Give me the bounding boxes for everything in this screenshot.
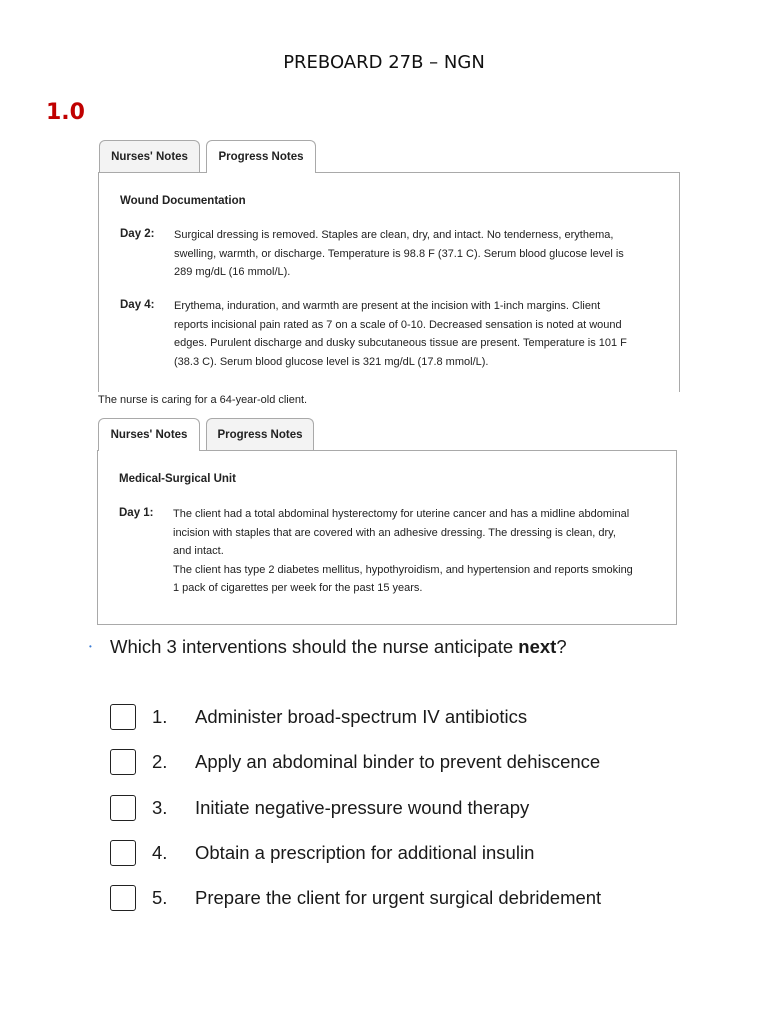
option-label: Obtain a prescription for additional insulin bbox=[195, 842, 535, 863]
option-number: 2. bbox=[152, 751, 168, 772]
option-number: 5. bbox=[152, 887, 168, 908]
entry-line: The client has type 2 diabetes mellitus, hypothyroidism, and hypertension and reports smoking bbox=[173, 563, 633, 576]
option-number: 1. bbox=[152, 706, 168, 727]
option-label: Apply an abdominal binder to prevent dehiscence bbox=[195, 751, 601, 772]
option-number: 3. bbox=[152, 797, 168, 818]
question-prompt bbox=[110, 636, 567, 658]
entry-line: reports incisional pain rated as 7 on a scale of 0-10. Decreased sensation is noted at wound bbox=[174, 318, 622, 331]
entry-line: and intact. bbox=[173, 545, 224, 557]
tab-nurses-notes[interactable]: Nurses' Notes bbox=[98, 418, 200, 451]
option-row-5[interactable] bbox=[110, 885, 670, 915]
tab-progress-notes[interactable]: Progress Notes bbox=[206, 140, 316, 173]
entry-line: 1 pack of cigarettes per week for the past 15 years. bbox=[173, 582, 423, 594]
nurses-notes-panel bbox=[97, 418, 677, 626]
day-label: Day 1: bbox=[119, 507, 154, 519]
nurses-notes-body bbox=[97, 450, 677, 625]
document-title: PREBOARD 27B – NGN bbox=[283, 52, 485, 73]
section-title-medical-surgical-unit: Medical-Surgical Unit bbox=[119, 473, 236, 485]
entry-line: Surgical dressing is removed. Staples are clean, dry, and intact. No tenderness, erythema, bbox=[174, 229, 614, 241]
option-row-3[interactable] bbox=[110, 795, 670, 825]
option-checkbox[interactable] bbox=[110, 704, 136, 730]
prompt-emphasis: next bbox=[518, 636, 557, 657]
question-number: 1.0 bbox=[46, 100, 85, 125]
bullet-dot-icon: • bbox=[89, 642, 92, 651]
option-checkbox[interactable] bbox=[110, 885, 136, 911]
day-label: Day 4: bbox=[120, 299, 155, 311]
tab-progress-notes[interactable]: Progress Notes bbox=[206, 418, 314, 450]
option-row-4[interactable] bbox=[110, 840, 670, 870]
option-label: Administer broad-spectrum IV antibiotics bbox=[195, 706, 528, 727]
progress-notes-body bbox=[98, 172, 680, 392]
entry-line: swelling, warmth, or discharge. Temperature is 98.8 F (37.1 C). Serum blood glucose level is bbox=[174, 247, 624, 260]
day-entry-text bbox=[174, 226, 664, 282]
entry-line: (38.3 C). Serum blood glucose level is 321 mg/dL (17.8 mmol/L). bbox=[174, 355, 489, 368]
option-checkbox[interactable] bbox=[110, 795, 136, 821]
section-title-wound-documentation: Wound Documentation bbox=[120, 195, 246, 207]
entry-line: The client had a total abdominal hysterectomy for uterine cancer and has a midline abdominal bbox=[173, 508, 630, 520]
progress-notes-panel bbox=[98, 140, 680, 390]
prompt-text: Which 3 interventions should the nurse anticipate bbox=[110, 636, 519, 657]
entry-line: 289 mg/dL (16 mmol/L). bbox=[174, 266, 291, 278]
client-intro-text: The nurse is caring for a 64-year-old client. bbox=[98, 394, 308, 406]
option-checkbox[interactable] bbox=[110, 749, 136, 775]
option-label: Prepare the client for urgent surgical debridement bbox=[195, 887, 602, 908]
day-entry-text bbox=[173, 505, 668, 598]
option-label: Initiate negative-pressure wound therapy bbox=[195, 797, 530, 818]
option-row-1[interactable] bbox=[110, 704, 670, 734]
entry-line: edges. Purulent discharge and dusky subcutaneous tissue are present. Temperature is 101 F bbox=[174, 337, 627, 349]
day-entry-text bbox=[174, 297, 664, 371]
entry-line: Erythema, induration, and warmth are present at the incision with 1-inch margins. Client bbox=[174, 300, 601, 312]
option-number: 4. bbox=[152, 842, 168, 863]
day-label: Day 2: bbox=[120, 228, 155, 240]
entry-line: incision with staples that are covered with an adhesive dressing. The dressing is clean, dry, bbox=[173, 526, 616, 539]
prompt-end: ? bbox=[556, 636, 567, 657]
option-row-2[interactable] bbox=[110, 749, 670, 779]
option-checkbox[interactable] bbox=[110, 840, 136, 866]
tab-nurses-notes[interactable]: Nurses' Notes bbox=[99, 140, 200, 172]
